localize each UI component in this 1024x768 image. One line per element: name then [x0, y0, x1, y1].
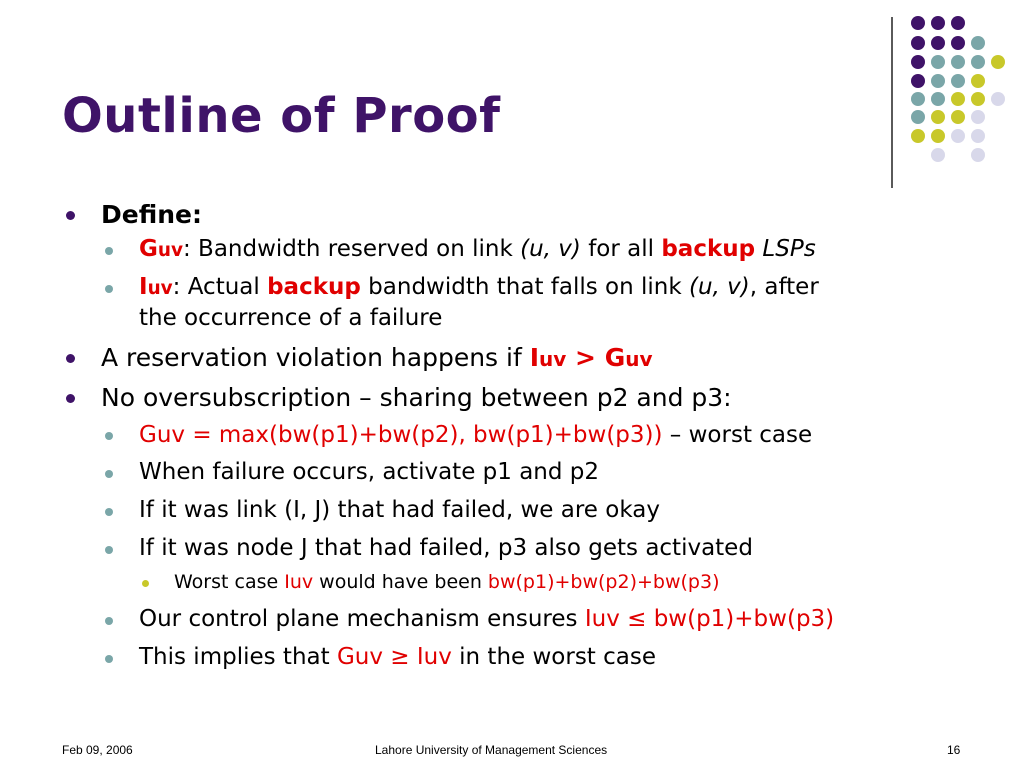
- bullet-violation: [101, 343, 653, 372]
- guv-symbol: G: [139, 236, 158, 262]
- worst-sum: bw(p1)+bw(p2)+bw(p3): [487, 571, 720, 593]
- worst-text-2: would have been: [313, 571, 488, 593]
- implies-text: This implies that: [139, 644, 337, 670]
- violation-i-sub: uv: [539, 347, 567, 371]
- guv-link: (u, v): [520, 236, 581, 262]
- bullet-marker: [66, 354, 75, 363]
- iuv-link: (u, v): [688, 274, 750, 300]
- bullet-implies: [139, 644, 656, 670]
- violation-text: A reservation violation happens if: [101, 343, 530, 372]
- bullet-if-node: If it was node J that had failed, p3 also gets activated: [139, 535, 753, 561]
- iuv-subscript: uv: [147, 278, 173, 299]
- bullet-marker: [142, 580, 149, 587]
- bullet-marker: [105, 470, 113, 478]
- guv-lsps: LSPs: [762, 236, 816, 262]
- implies-text-2: in the worst case: [451, 644, 657, 670]
- bullet-guv-definition: [139, 236, 816, 262]
- footer-page-number: 16: [947, 743, 961, 757]
- iuv-backup: backup: [267, 274, 361, 300]
- violation-i: I: [529, 343, 540, 372]
- bullet-iuv-definition: [139, 274, 819, 300]
- bullet-marker: [105, 546, 113, 554]
- bullet-marker: [105, 432, 113, 440]
- violation-gt: >: [566, 343, 605, 372]
- guv-backup: backup: [661, 236, 756, 262]
- bullet-marker: [66, 211, 75, 220]
- bullet-worst-case: [174, 571, 719, 593]
- worst-iuv: Iuv: [284, 571, 314, 593]
- guv-subscript: uv: [157, 240, 183, 261]
- bullet-marker: [105, 508, 113, 516]
- slide-title: Outline of Proof: [62, 88, 501, 144]
- bullet-if-link: If it was link (I, J) that had failed, we are okay: [139, 497, 660, 523]
- iuv-symbol: I: [139, 274, 148, 300]
- footer-organization: Lahore University of Management Sciences: [375, 743, 608, 757]
- bullet-marker: [105, 655, 113, 663]
- guv-formula: Guv = max(bw(p1)+bw(p2), bw(p1)+bw(p3)): [139, 422, 663, 448]
- bullet-control-plane: [139, 606, 834, 632]
- violation-g-sub: uv: [625, 347, 653, 371]
- bullet-guv-formula: [139, 422, 812, 448]
- iuv-text-3: , after: [749, 274, 819, 300]
- violation-g: G: [604, 343, 626, 372]
- bullet-marker: [105, 247, 113, 255]
- bullet-marker: [105, 617, 113, 625]
- footer-date: Feb 09, 2006: [62, 743, 133, 757]
- iuv-text-2: bandwidth that falls on link: [360, 274, 689, 300]
- bullet-iuv-continuation: the occurrence of a failure: [139, 305, 443, 331]
- iuv-text: : Actual: [172, 274, 268, 300]
- guv-text-2: for all: [580, 236, 662, 262]
- bullet-marker: [105, 285, 113, 293]
- implies-expr: Guv ≥ Iuv: [336, 644, 452, 670]
- bullet-define: Define:: [101, 200, 202, 229]
- bullet-oversubscription: No oversubscription – sharing between p2 and p3:: [101, 383, 732, 412]
- bullet-when-failure: When failure occurs, activate p1 and p2: [139, 459, 600, 485]
- guv-worst-case: – worst case: [662, 422, 813, 448]
- worst-text: Worst case: [174, 571, 285, 593]
- control-expr: Iuv ≤ bw(p1)+bw(p3): [584, 606, 835, 632]
- control-text: Our control plane mechanism ensures: [139, 606, 585, 632]
- bullet-marker: [66, 394, 75, 403]
- guv-text: : Bandwidth reserved on link: [182, 236, 521, 262]
